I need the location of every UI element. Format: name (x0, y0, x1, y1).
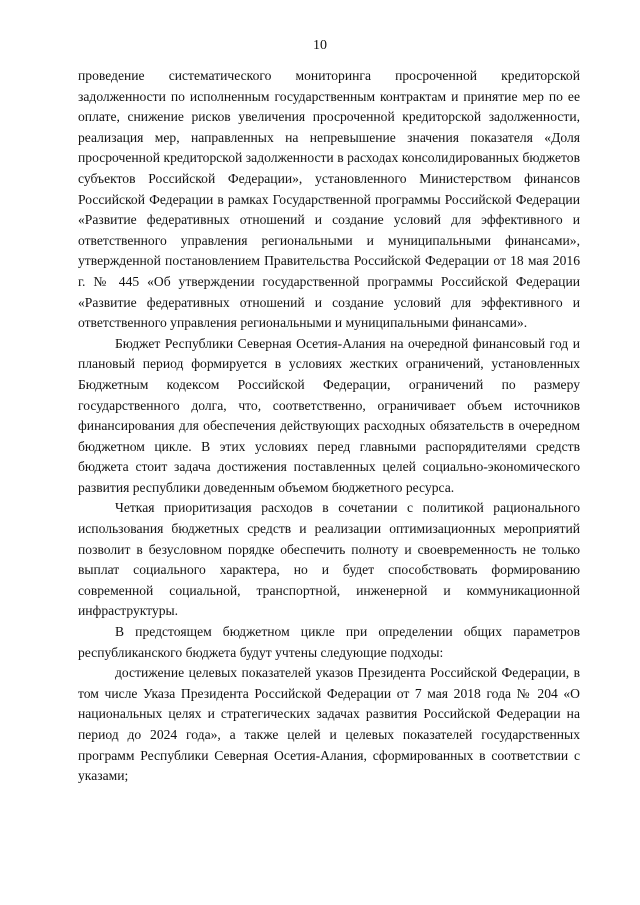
page-number: 10 (313, 38, 327, 53)
paragraph-expense-prioritization: Четкая приоритизация расходов в сочетании с политикой рационального использования бюджетных средств и реализации оптимизационных мероприятий позволит в безусловном порядке обеспечить полноту и своевременность не только выплат социального характера, но и будет способствовать формированию современной социальной, транспортной, инженерной и коммуникационной инфраструктуры. (78, 500, 580, 619)
document-body (78, 66, 580, 787)
paragraph-monitoring-continuation: проведение систематического мониторинга просроченной кредиторской задолженности по исполненным государственным контрактам и принятие мер по ее оплате, снижение рисков увеличения просроченной кредиторской задолженности, реализация мер, направленных на непревышение значения показателя «Доля просроченной кредиторской задолженности в расходах консолидированных бюджетов субъектов Российской Федерации», установленного Министерством финансов Российской Федерации в рамках Государственной программы Российской Федерации «Развитие федеративных отношений и создание условий для эффективного и ответственного управления региональными и муниципальными финансами», утвержденной постановлением Правительства Российской Федерации от 18 мая 2016 г. № 445 «Об утверждении государственной программы Российской Федерации «Развитие федеративных отношений и создание условий для эффективного и ответственного управления региональными и муниципальными финансами». (78, 68, 580, 331)
paragraph-presidential-targets: достижение целевых показателей указов Президента Российской Федерации, в том числе Указа Президента Российской Федерации от 7 мая 2018 года № 204 «О национальных целях и стратегических задачах развития Российской Федерации на период до 2024 года», а также целей и целевых показателей государственных программ Республики Северная Осетия-Алания, сформированных в соответствии с указами; (78, 665, 580, 784)
paragraph-budget-approaches: В предстоящем бюджетном цикле при определении общих параметров республиканского бюджета будут учтены следующие подходы: (78, 624, 580, 660)
paragraph-budget-constraints: Бюджет Республики Северная Осетия-Алания на очередной финансовый год и плановый период формируется в условиях жестких ограничений, установленных Бюджетным кодексом Российской Федерации, ограничений по размеру государственного долга, что, соответственно, ограничивает объем источников финансирования для обеспечения действующих расходных обязательств в очередном бюджетном цикле. В этих условиях перед главными распорядителями средств бюджета стоит задача достижения поставленных целей социально-экономического развития республики доведенным объемом бюджетного ресурса. (78, 335, 580, 495)
